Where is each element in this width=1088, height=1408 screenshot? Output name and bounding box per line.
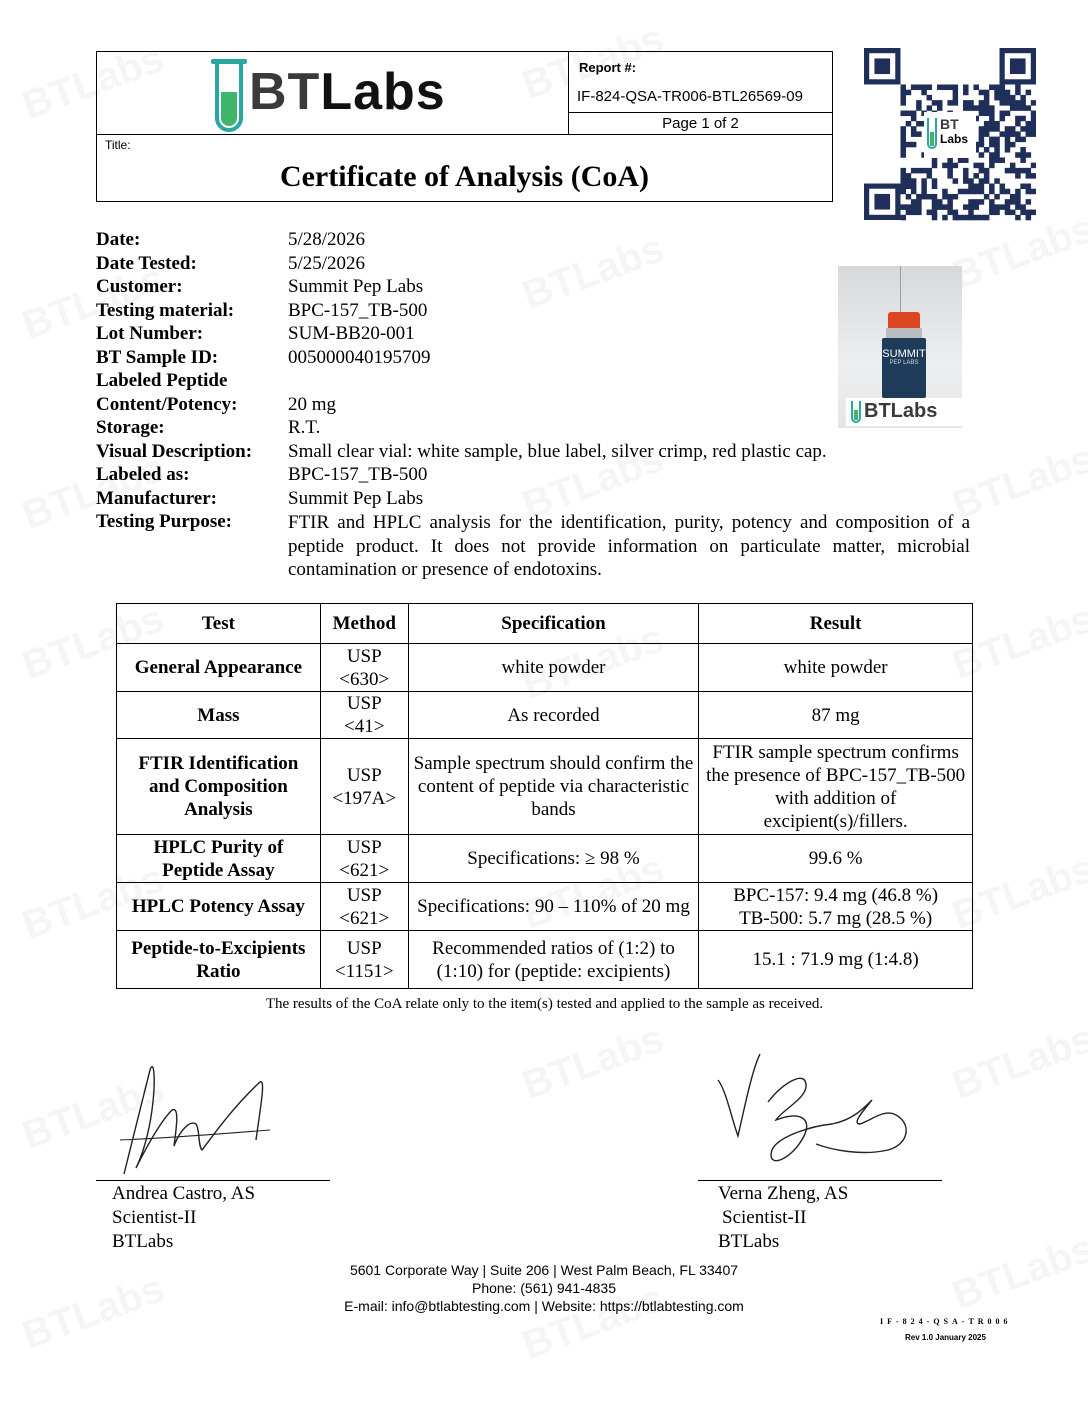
page-number: Page 1 of 2	[569, 112, 832, 134]
cell-test: General Appearance	[117, 644, 321, 692]
cell-method: USP <41>	[320, 692, 408, 739]
column-header-result: Result	[699, 604, 973, 644]
results-note: The results of the CoA relate only to the item(s) tested and applied to the sample as received.	[265, 996, 824, 1012]
info-label: Testing material:	[96, 299, 235, 321]
cell-method: USP <621>	[320, 883, 408, 931]
qr-logo-subtext: Labs	[940, 132, 969, 146]
signature-line-left	[96, 1180, 330, 1181]
cell-specification: As recorded	[408, 692, 699, 739]
info-label: Testing Purpose:	[96, 511, 233, 532]
product-photo	[838, 266, 962, 428]
info-value: R.T.	[288, 417, 321, 438]
table-row	[117, 644, 973, 692]
signatory-left-title: Scientist-II	[112, 1207, 197, 1228]
signature-line-right	[698, 1180, 942, 1181]
test-tube-icon	[209, 56, 249, 132]
qr-center-logo	[924, 112, 976, 158]
footer-phone: Phone: (561) 941-4835	[472, 1280, 616, 1296]
info-label: Customer:	[96, 276, 183, 297]
cell-specification: Recommended ratios of (1:2) to (1:10) for (peptide: excipients)	[408, 931, 699, 989]
info-label: Storage:	[96, 417, 165, 438]
cell-method: USP <197A>	[320, 739, 408, 835]
vial-label: SUMMIT PEP LABS	[882, 338, 926, 398]
cell-result: white powder	[699, 644, 973, 692]
table-row	[117, 692, 973, 739]
info-label: Manufacturer:	[96, 487, 218, 509]
photo-logo: BTLabs	[846, 398, 962, 426]
info-label: Date Tested:	[96, 252, 197, 274]
info-value: Summit Pep Labs	[288, 276, 424, 297]
cell-specification: Sample spectrum should confirm the content of peptide via characteristic bands	[408, 739, 699, 835]
cell-result: BPC-157: 9.4 mg (46.8 %) TB-500: 5.7 mg (28.5 %)	[699, 883, 973, 931]
table-row	[117, 739, 973, 835]
signatory-right	[718, 1182, 848, 1254]
report-number: IF-824-QSA-TR006-BTL26569-09	[577, 88, 803, 105]
form-code: IF-824-QSA-TR006	[880, 1317, 1012, 1326]
cell-test: HPLC Purity of Peptide Assay	[117, 835, 321, 883]
footer-contact[interactable]: E-mail: info@btlabtesting.com | Website: https://btlabtesting.com	[344, 1298, 744, 1314]
cell-method: USP <630>	[320, 644, 408, 692]
cell-specification: Specifications: 90 – 110% of 20 mg	[408, 883, 699, 931]
results-table	[116, 603, 973, 989]
info-value: 20 mg	[288, 393, 337, 415]
revision-label: Rev 1.0 January 2025	[905, 1333, 986, 1342]
column-header-specification: Specification	[408, 604, 699, 644]
signatory-right-title: Scientist-II	[722, 1207, 807, 1228]
info-label: Labeled Peptide	[96, 370, 228, 391]
signatory-left	[112, 1182, 255, 1254]
column-header-test: Test	[117, 604, 321, 644]
qr-logo-text: BT	[940, 116, 959, 132]
info-label: Labeled as:	[96, 464, 190, 485]
cell-result: 87 mg	[699, 692, 973, 739]
signature-right	[712, 1040, 922, 1180]
test-tube-icon	[850, 400, 862, 424]
cell-test: Mass	[117, 692, 321, 739]
info-value: 005000040195709	[288, 346, 431, 368]
info-value: 5/28/2026	[288, 229, 366, 250]
logo-text: BTLabs	[249, 63, 446, 121]
info-value: 5/25/2026	[288, 252, 366, 274]
report-info-cell	[569, 52, 832, 134]
info-label: Lot Number:	[96, 323, 204, 344]
cell-method: USP <1151>	[320, 931, 408, 989]
signatory-left-org: BTLabs	[112, 1231, 174, 1252]
info-value: Summit Pep Labs	[288, 487, 424, 509]
qr-code[interactable]	[864, 48, 1036, 222]
cell-test: Peptide-to-Excipients Ratio	[117, 931, 321, 989]
table-row	[117, 835, 973, 883]
info-value: BPC-157_TB-500	[288, 464, 428, 485]
header-divider	[97, 134, 832, 135]
signatory-left-name: Andrea Castro, AS	[112, 1183, 256, 1204]
info-value: BPC-157_TB-500	[288, 299, 428, 321]
cell-result: 99.6 %	[699, 835, 973, 883]
info-label: Visual Description:	[96, 440, 253, 462]
info-label: Content/Potency:	[96, 393, 238, 415]
signature-left	[110, 1050, 300, 1180]
test-tube-icon	[926, 116, 938, 152]
cell-test: FTIR Identification and Composition Analysis	[117, 739, 321, 835]
info-label: Date:	[96, 229, 141, 250]
table-row	[117, 931, 973, 989]
vial-crimp	[886, 328, 922, 338]
report-header	[96, 51, 833, 202]
cell-result: 15.1 : 71.9 mg (1:4.8)	[699, 931, 973, 989]
info-value: Small clear vial: white sample, blue label, silver crimp, red plastic cap.	[288, 440, 827, 462]
table-row	[117, 883, 973, 931]
cell-result: FTIR sample spectrum confirms the presence of BPC-157_TB-500 with addition of excipient(s)/fillers.	[699, 739, 973, 835]
title-label: Title:	[105, 138, 131, 152]
column-header-method: Method	[320, 604, 408, 644]
cell-method: USP <621>	[320, 835, 408, 883]
testing-purpose-text: FTIR and HPLC analysis for the identification, purity, potency and composition of a peptide product. It does not provide information on particulate matter, microbial contamination or presence of endotoxins.	[288, 512, 970, 580]
cell-specification: white powder	[408, 644, 699, 692]
footer-address: 5601 Corporate Way | Suite 206 | West Palm Beach, FL 33407	[349, 1262, 739, 1278]
info-label: BT Sample ID:	[96, 346, 219, 368]
report-label: Report #:	[579, 60, 637, 75]
table-header-row	[117, 604, 973, 644]
signatory-right-name: Verna Zheng, AS	[718, 1183, 849, 1204]
signatory-right-org: BTLabs	[718, 1231, 780, 1252]
logo-cell	[97, 52, 569, 134]
cell-specification: Specifications: ≥ 98 %	[408, 835, 699, 883]
info-value: SUM-BB20-001	[288, 323, 415, 344]
cell-test: HPLC Potency Assay	[117, 883, 321, 931]
page-title: Certificate of Analysis (CoA)	[279, 160, 650, 193]
